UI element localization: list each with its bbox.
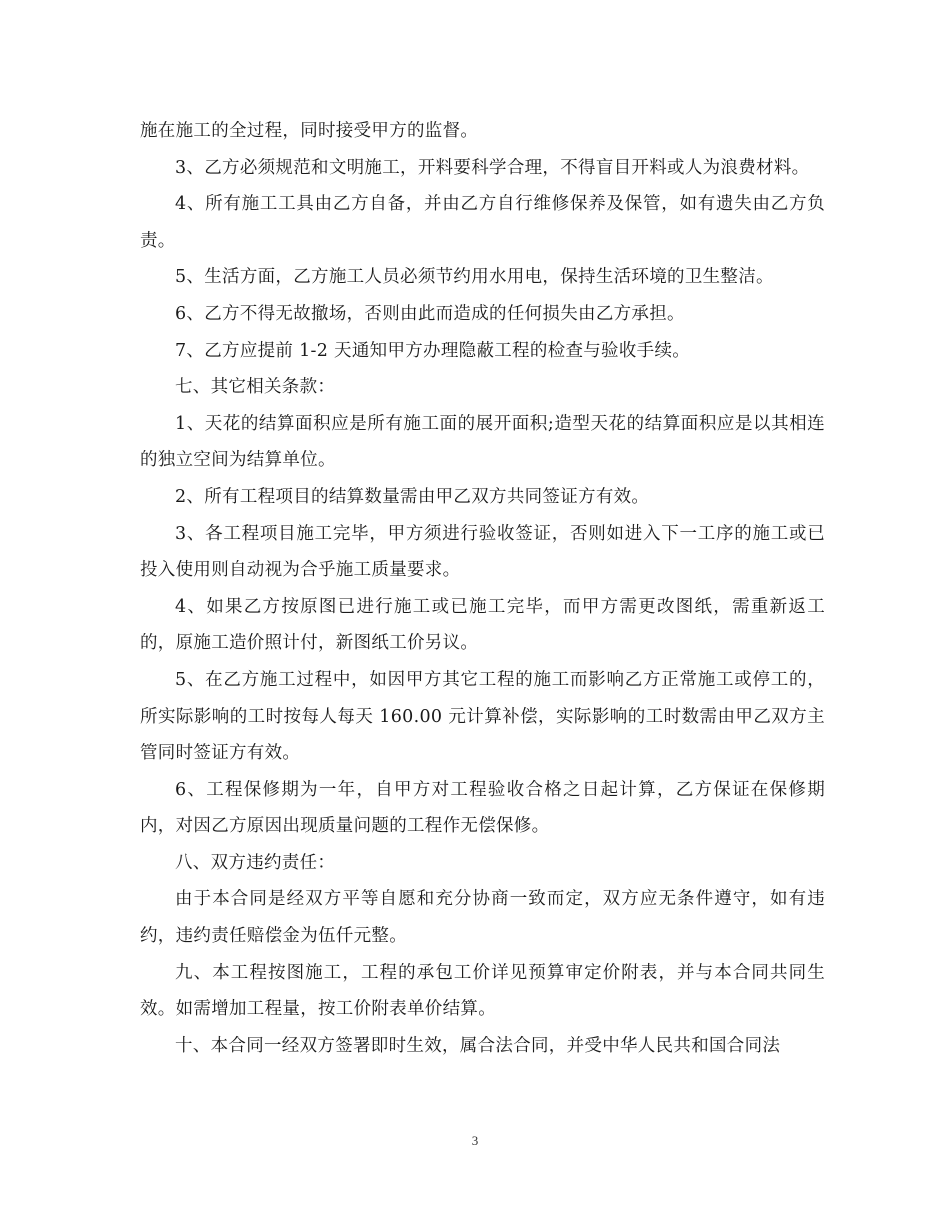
paragraph: 十、本合同一经双方签署即时生效，属合法合同，并受中华人民共和国合同法: [175, 1035, 781, 1056]
paragraph: 九、本工程按图施工，工程的承包工价详见预算审定价附表，并与本合同共同生效。如需增加工程量，按工价附表单价结算。: [140, 962, 825, 1020]
paragraph: 1、天花的结算面积应是所有施工面的展开面积;造型天花的结算面积应是以其相连的独立空间为结算单位。: [140, 413, 825, 471]
paragraph: 2、所有工程项目的结算数量需由甲乙双方共同签证方有效。: [175, 486, 650, 507]
document-body: [140, 113, 825, 1064]
paragraph: 6、工程保修期为一年，自甲方对工程验收合格之日起计算，乙方保证在保修期内，对因乙方原因出现质量问题的工程作无偿保修。: [140, 779, 825, 837]
paragraph: 6、乙方不得无故撤场，否则由此而造成的任何损失由乙方承担。: [175, 303, 685, 324]
paragraph: 施在施工的全过程，同时接受甲方的监督。: [140, 121, 479, 141]
paragraph: 4、所有施工工具由乙方自备，并由乙方自行维修保养及保管，如有遗失由乙方负责。: [140, 194, 825, 251]
paragraph: 5、在乙方施工过程中，如因甲方其它工程的施工而影响乙方正常施工或停工的，所实际影响的工时按每人每天 160.00 元计算补偿，实际影响的工时数需由甲乙双方主管同时签证方有效。: [140, 669, 825, 764]
section-heading: 七、其它相关条款：: [175, 377, 336, 398]
page-number: 3: [471, 1133, 479, 1148]
paragraph: 3、各工程项目施工完毕，甲方须进行验收签证，否则如进入下一工序的施工或已投入使用则自动视为合乎施工质量要求。: [140, 523, 825, 581]
paragraph: 7、乙方应提前 1-2 天通知甲方办理隐蔽工程的检查与验收手续。: [175, 340, 691, 361]
paragraph: 由于本合同是经双方平等自愿和充分协商一致而定，双方应无条件遵守，如有违约，违约责任赔偿金为伍仟元整。: [140, 889, 825, 947]
paragraph: 3、乙方必须规范和文明施工，开料要科学合理，不得盲目开料或人为浪费材料。: [175, 157, 810, 178]
paragraph: 4、如果乙方按原图已进行施工或已施工完毕，而甲方需更改图纸，需重新返工的，原施工造价照计付，新图纸工价另议。: [140, 596, 825, 654]
section-heading: 八、双方违约责任：: [175, 852, 336, 873]
paragraph: 5、生活方面，乙方施工人员必须节约用水用电，保持生活环境的卫生整洁。: [175, 267, 774, 288]
